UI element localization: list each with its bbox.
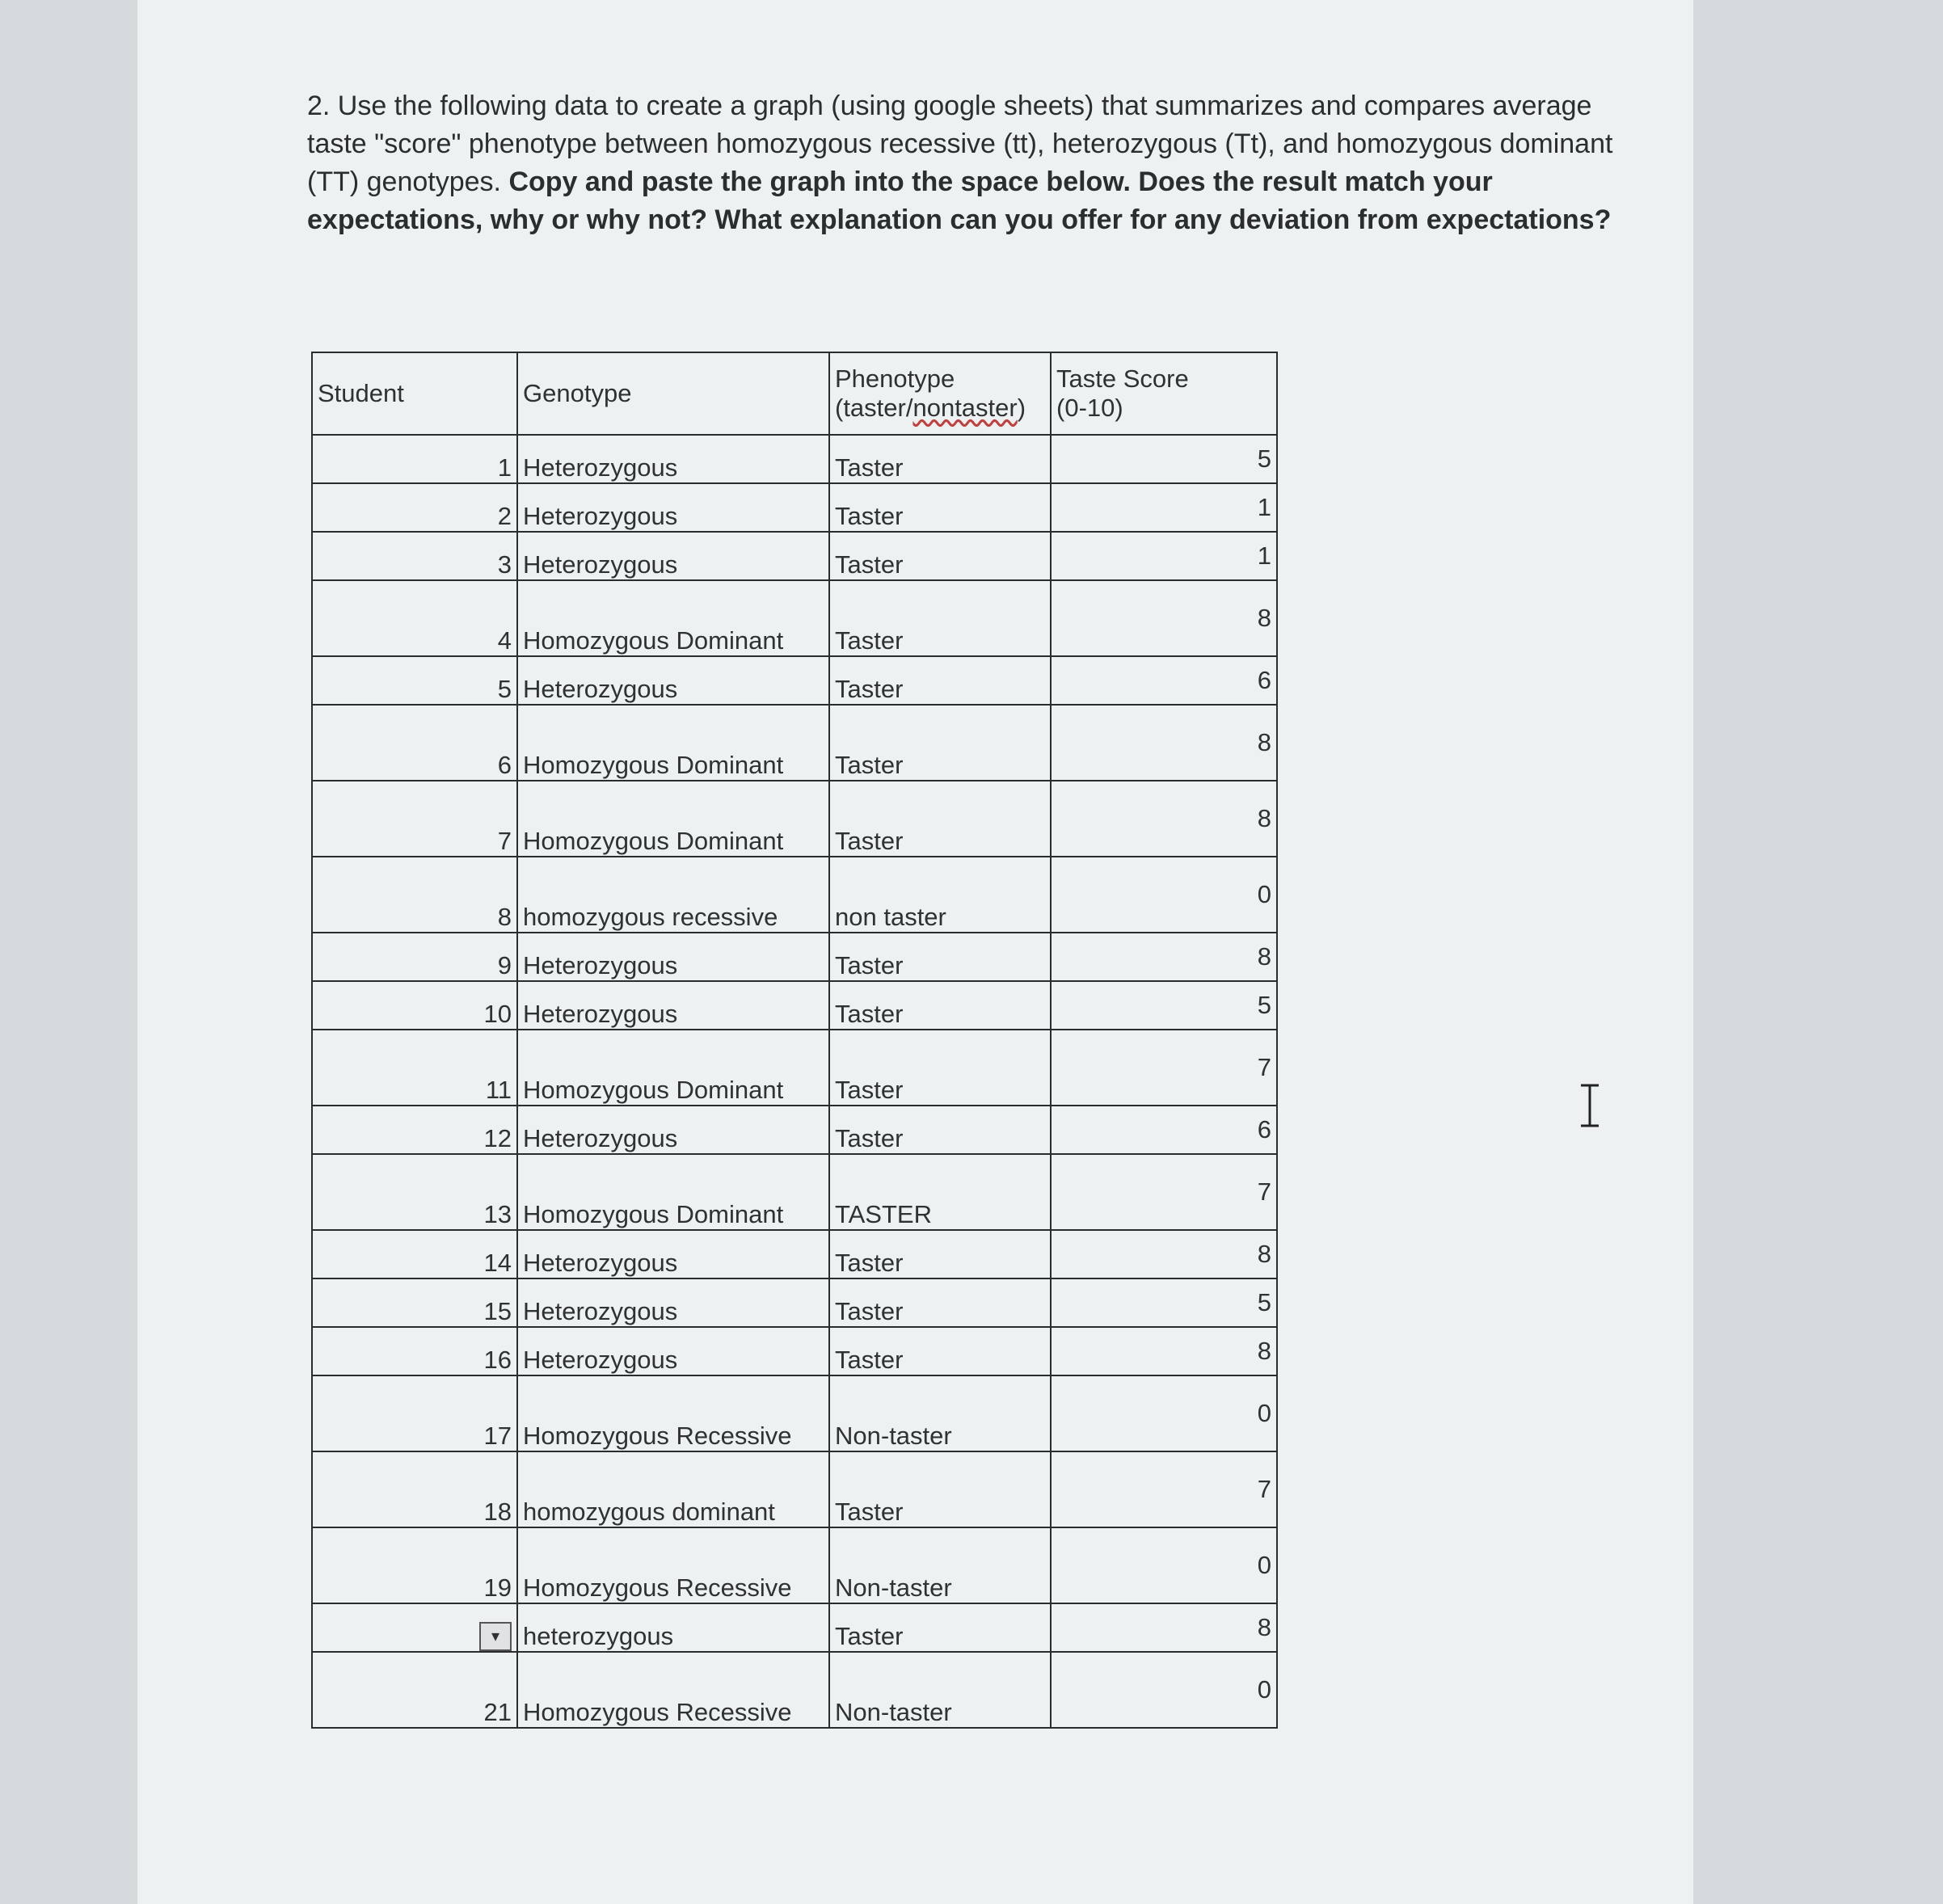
genotype-cell: Heterozygous — [517, 483, 829, 532]
phenotype-cell: Non-taster — [829, 1652, 1051, 1728]
score-cell: 1 — [1051, 483, 1277, 532]
score-cell: 0 — [1051, 1527, 1277, 1603]
phenotype-cell: Taster — [829, 933, 1051, 981]
table-row — [312, 1327, 1277, 1375]
student-cell: 2 — [312, 483, 517, 532]
table-row — [312, 1451, 1277, 1527]
text-cursor-icon — [1578, 1083, 1602, 1128]
phenotype-cell: Taster — [829, 705, 1051, 781]
score-cell: 0 — [1051, 1652, 1277, 1728]
header-genotype: Genotype — [517, 352, 829, 435]
student-cell: 9 — [312, 933, 517, 981]
question-text — [307, 87, 1633, 239]
chevron-down-icon[interactable]: ▾ — [479, 1622, 512, 1651]
score-cell: 1 — [1051, 532, 1277, 580]
phenotype-cell: Taster — [829, 1451, 1051, 1527]
genotype-cell: homozygous dominant — [517, 1451, 829, 1527]
score-cell: 7 — [1051, 1030, 1277, 1106]
student-cell: 16 — [312, 1327, 517, 1375]
genotype-cell: Homozygous Dominant — [517, 781, 829, 857]
score-cell: 7 — [1051, 1451, 1277, 1527]
genotype-cell: Heterozygous — [517, 1230, 829, 1278]
phenotype-cell: Taster — [829, 532, 1051, 580]
table-row — [312, 483, 1277, 532]
score-cell: 8 — [1051, 933, 1277, 981]
phenotype-cell: Taster — [829, 1278, 1051, 1327]
header-phenotype: Phenotype (taster/nontaster) — [829, 352, 1051, 435]
table-row — [312, 1230, 1277, 1278]
student-cell — [312, 1603, 517, 1652]
table-row — [312, 933, 1277, 981]
phenotype-cell: Taster — [829, 483, 1051, 532]
genotype-cell: Homozygous Dominant — [517, 705, 829, 781]
student-cell: 14 — [312, 1230, 517, 1278]
genotype-cell: Homozygous Dominant — [517, 580, 829, 656]
table-row — [312, 1652, 1277, 1728]
student-cell: 11 — [312, 1030, 517, 1106]
table-row — [312, 781, 1277, 857]
genotype-cell: Homozygous Dominant — [517, 1154, 829, 1230]
phenotype-cell: Taster — [829, 1603, 1051, 1652]
document-page — [137, 0, 1693, 1904]
score-cell: 8 — [1051, 1603, 1277, 1652]
table-row — [312, 1603, 1277, 1652]
score-cell: 7 — [1051, 1154, 1277, 1230]
question-plain: 2. Use the following data to create a graph (using google sheets) that summarizes and compares average taste "score" phenotype between homozygous recessive (tt), heterozygous (Tt), and homozygous dominant (TT) genotypes. — [307, 91, 1613, 197]
phenotype-cell: Taster — [829, 435, 1051, 483]
score-cell: 5 — [1051, 435, 1277, 483]
table-row — [312, 1375, 1277, 1451]
phenotype-cell: Taster — [829, 580, 1051, 656]
genotype-cell: Heterozygous — [517, 435, 829, 483]
genotype-cell: Homozygous Recessive — [517, 1527, 829, 1603]
header-taste-score: Taste Score (0-10) — [1051, 352, 1277, 435]
student-cell: 15 — [312, 1278, 517, 1327]
genotype-cell: Heterozygous — [517, 1327, 829, 1375]
genotype-cell: homozygous recessive — [517, 857, 829, 933]
score-cell: 6 — [1051, 656, 1277, 705]
question-bold: Copy and paste the graph into the space below. Does the result match your expectations, why or why not? What explanation can you offer for any deviation from expectations? — [307, 166, 1612, 235]
taste-data-table — [311, 352, 1278, 1729]
phenotype-cell: Taster — [829, 1030, 1051, 1106]
score-cell: 8 — [1051, 580, 1277, 656]
student-cell: 18 — [312, 1451, 517, 1527]
table-row — [312, 580, 1277, 656]
phenotype-cell: TASTER — [829, 1154, 1051, 1230]
score-cell: 5 — [1051, 981, 1277, 1030]
student-cell: 6 — [312, 705, 517, 781]
table-row — [312, 857, 1277, 933]
student-cell: 13 — [312, 1154, 517, 1230]
phenotype-cell: Taster — [829, 981, 1051, 1030]
student-cell: 12 — [312, 1106, 517, 1154]
phenotype-cell: Taster — [829, 1230, 1051, 1278]
genotype-cell: Heterozygous — [517, 532, 829, 580]
student-cell: 19 — [312, 1527, 517, 1603]
table-row — [312, 435, 1277, 483]
genotype-cell: Heterozygous — [517, 981, 829, 1030]
table-row — [312, 1527, 1277, 1603]
table-row — [312, 1278, 1277, 1327]
genotype-cell: Heterozygous — [517, 933, 829, 981]
student-cell: 3 — [312, 532, 517, 580]
student-cell: 8 — [312, 857, 517, 933]
student-cell: 7 — [312, 781, 517, 857]
score-cell: 8 — [1051, 1230, 1277, 1278]
score-cell: 8 — [1051, 781, 1277, 857]
score-cell: 0 — [1051, 1375, 1277, 1451]
genotype-cell: Heterozygous — [517, 1106, 829, 1154]
table-header-row — [312, 352, 1277, 435]
score-cell: 8 — [1051, 1327, 1277, 1375]
genotype-cell: heterozygous — [517, 1603, 829, 1652]
genotype-cell: Homozygous Recessive — [517, 1652, 829, 1728]
table-row — [312, 1106, 1277, 1154]
student-cell: 5 — [312, 656, 517, 705]
table-row — [312, 532, 1277, 580]
student-cell: 21 — [312, 1652, 517, 1728]
phenotype-cell: Non-taster — [829, 1375, 1051, 1451]
genotype-cell: Heterozygous — [517, 656, 829, 705]
genotype-cell: Heterozygous — [517, 1278, 829, 1327]
table-row — [312, 1030, 1277, 1106]
score-cell: 5 — [1051, 1278, 1277, 1327]
phenotype-cell: Taster — [829, 656, 1051, 705]
score-cell: 0 — [1051, 857, 1277, 933]
student-cell: 4 — [312, 580, 517, 656]
student-cell: 17 — [312, 1375, 517, 1451]
student-cell: 1 — [312, 435, 517, 483]
student-cell: 10 — [312, 981, 517, 1030]
table-row — [312, 981, 1277, 1030]
phenotype-cell: Taster — [829, 781, 1051, 857]
score-cell: 8 — [1051, 705, 1277, 781]
score-cell: 6 — [1051, 1106, 1277, 1154]
genotype-cell: Homozygous Dominant — [517, 1030, 829, 1106]
phenotype-cell: Taster — [829, 1327, 1051, 1375]
table-row — [312, 705, 1277, 781]
table-row — [312, 1154, 1277, 1230]
header-student: Student — [312, 352, 517, 435]
genotype-cell: Homozygous Recessive — [517, 1375, 829, 1451]
phenotype-cell: Non-taster — [829, 1527, 1051, 1603]
phenotype-cell: Taster — [829, 1106, 1051, 1154]
table-row — [312, 656, 1277, 705]
phenotype-cell: non taster — [829, 857, 1051, 933]
